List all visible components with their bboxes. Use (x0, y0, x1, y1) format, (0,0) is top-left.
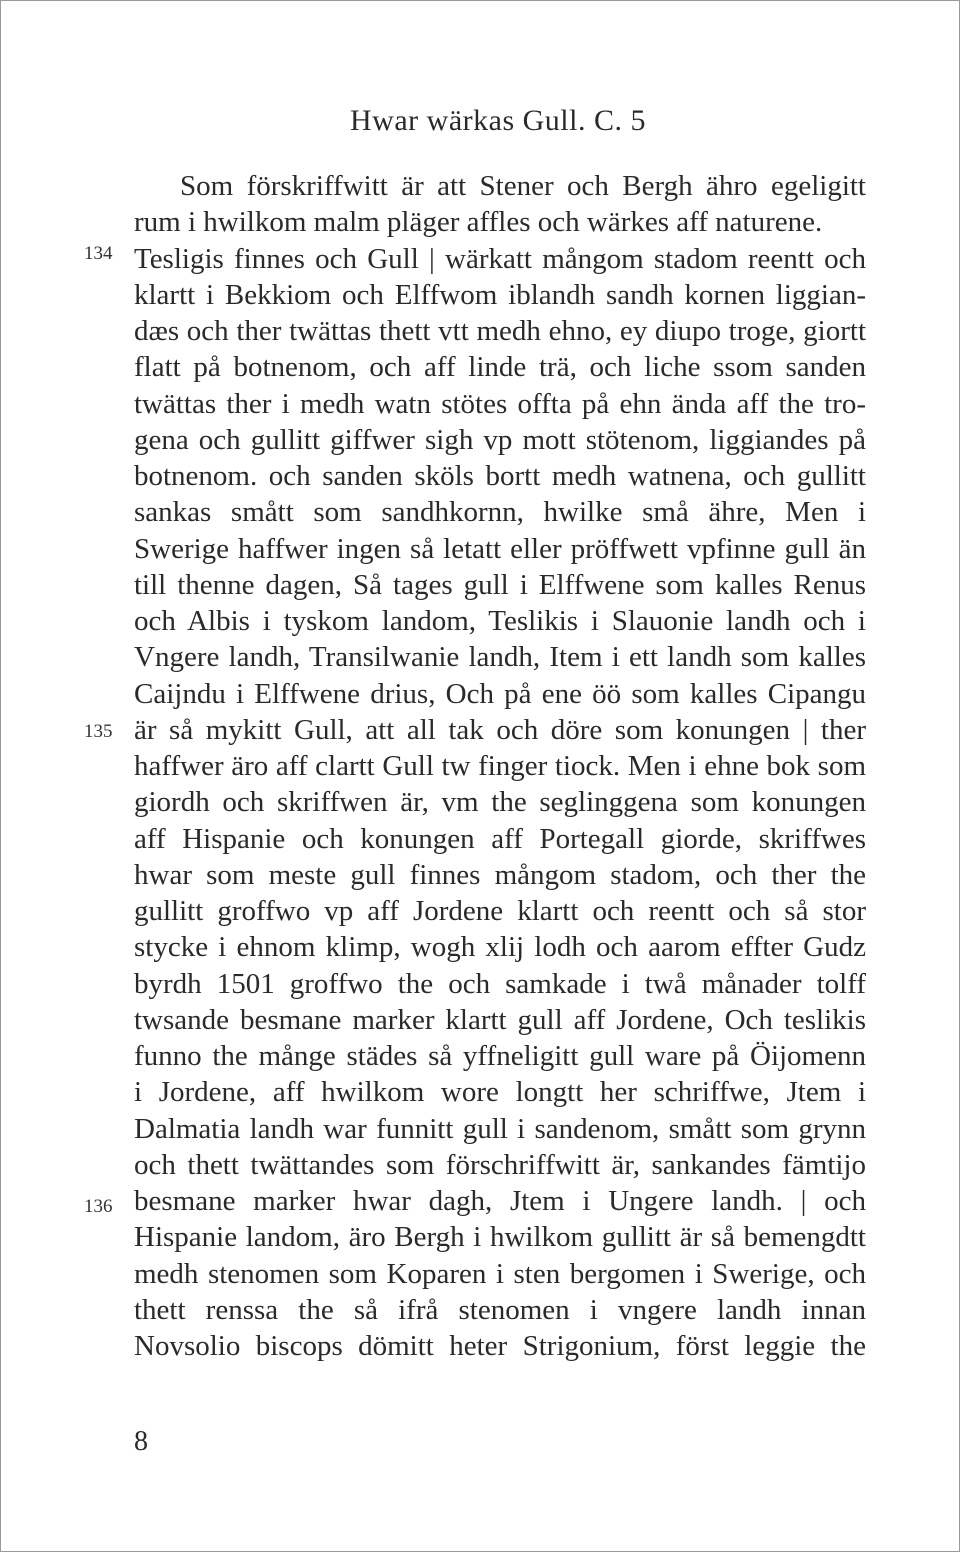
text-line: Caijndu i Elffwene drius, Och på ene öö som kalles Cipangu (134, 677, 866, 710)
text-line: Vngere landh, Transilwanie landh, Item i ett landh som kalles (134, 641, 866, 674)
text-line: Tesligis finnes och Gull | wärkatt mångom stadom reentt och (134, 242, 866, 275)
text-line: thett renssa the så ifrå stenomen i vngere landh innan (134, 1293, 866, 1326)
text-line: twättas ther i medh watn stötes offta på ehn ända aff the tro- (134, 387, 866, 420)
text-line: sankas smått som sandhkornn, hwilke små ähre, Men i (134, 496, 866, 529)
page-number: 8 (134, 1426, 148, 1457)
text-line: Hispanie landom, äro Bergh i hwilkom gullitt är så bemengdtt (134, 1221, 866, 1254)
text-line: byrdh 1501 groffwo the och samkade i twå månader tolff (134, 967, 866, 1000)
text-line: och thett twättandes som förschriffwitt är, sankandes fämtijo (134, 1148, 866, 1181)
text-line: stycke i ehnom klimp, wogh xlij lodh och aarom effter Gudz (134, 931, 866, 964)
text-line: i Jordene, aff hwilkom wore longtt her schriffwe, Jtem i (134, 1076, 866, 1109)
text-line: och Albis i tyskom landom, Teslikis i Slauonie landh och i (134, 605, 866, 637)
text-line: botnenom. och sanden sköls bortt medh watnena, och gullitt (134, 460, 866, 492)
text-line: Novsolio biscops dömitt heter Strigonium, först leggie the (134, 1330, 866, 1362)
text-line: klartt i Bekkiom och Elffwom iblandh sandh kornen liggian- (134, 278, 866, 311)
text-line: medh stenomen som Koparen i sten bergomen i Swerige, och (134, 1257, 866, 1290)
running-header (0, 104, 960, 138)
text-line: är så mykitt Gull, att all tak och döre som konungen | ther (134, 713, 866, 746)
text-line: gullitt groffwo vp aff Jordene klartt och reentt och så stor (134, 895, 866, 927)
text-line: haffwer äro aff clartt Gull tw finger tiock. Men i ehne bok som (134, 750, 866, 782)
text-line: flatt på botnenom, och aff linde trä, och liche ssom sanden (134, 351, 866, 384)
text-line: Dalmatia landh war funnitt gull i sandenom, smått som grynn (134, 1112, 866, 1145)
text-line: funno the månge städes så yffneligitt gull ware på Öijomenn (134, 1040, 866, 1072)
text-line: twsande besmane marker klartt gull aff Jordene, Och teslikis (134, 1003, 866, 1036)
text-line: Swerige haffwer ingen så letatt eller pröffwett vpfinne gull än (134, 532, 866, 565)
marginal-number-134: 134 (84, 243, 113, 264)
text-line: aff Hispanie och konungen aff Portegall giorde, skriffwes (134, 822, 866, 855)
marginal-number-136: 136 (84, 1196, 113, 1217)
text-line: Som förskriffwitt är att Stener och Bergh ähro egeligitt (180, 170, 866, 202)
marginal-number-135: 135 (84, 721, 113, 742)
text-line: hwar som meste gull finnes mångom stadom, och ther the (134, 858, 866, 891)
text-line: besmane marker hwar dagh, Jtem i Ungere landh. | och (134, 1185, 866, 1217)
body-text (134, 168, 866, 1364)
header-title: Hwar wärkas Gull. C. 5 (350, 104, 646, 137)
text-line: dæs och ther twättas thett vtt medh ehno, ey diupo troge, giortt (134, 315, 866, 347)
text-line: gena och gullitt giffwer sigh vp mott stötenom, liggiandes på (134, 423, 866, 456)
text-line: giordh och skriffwen är, vm the seglinggena som konungen (134, 786, 866, 819)
text-line: till thenne dagen, Så tages gull i Elffwene som kalles Renus (134, 568, 866, 601)
text-line: rum i hwilkom malm pläger affles och wärkes aff naturene. (134, 206, 823, 239)
